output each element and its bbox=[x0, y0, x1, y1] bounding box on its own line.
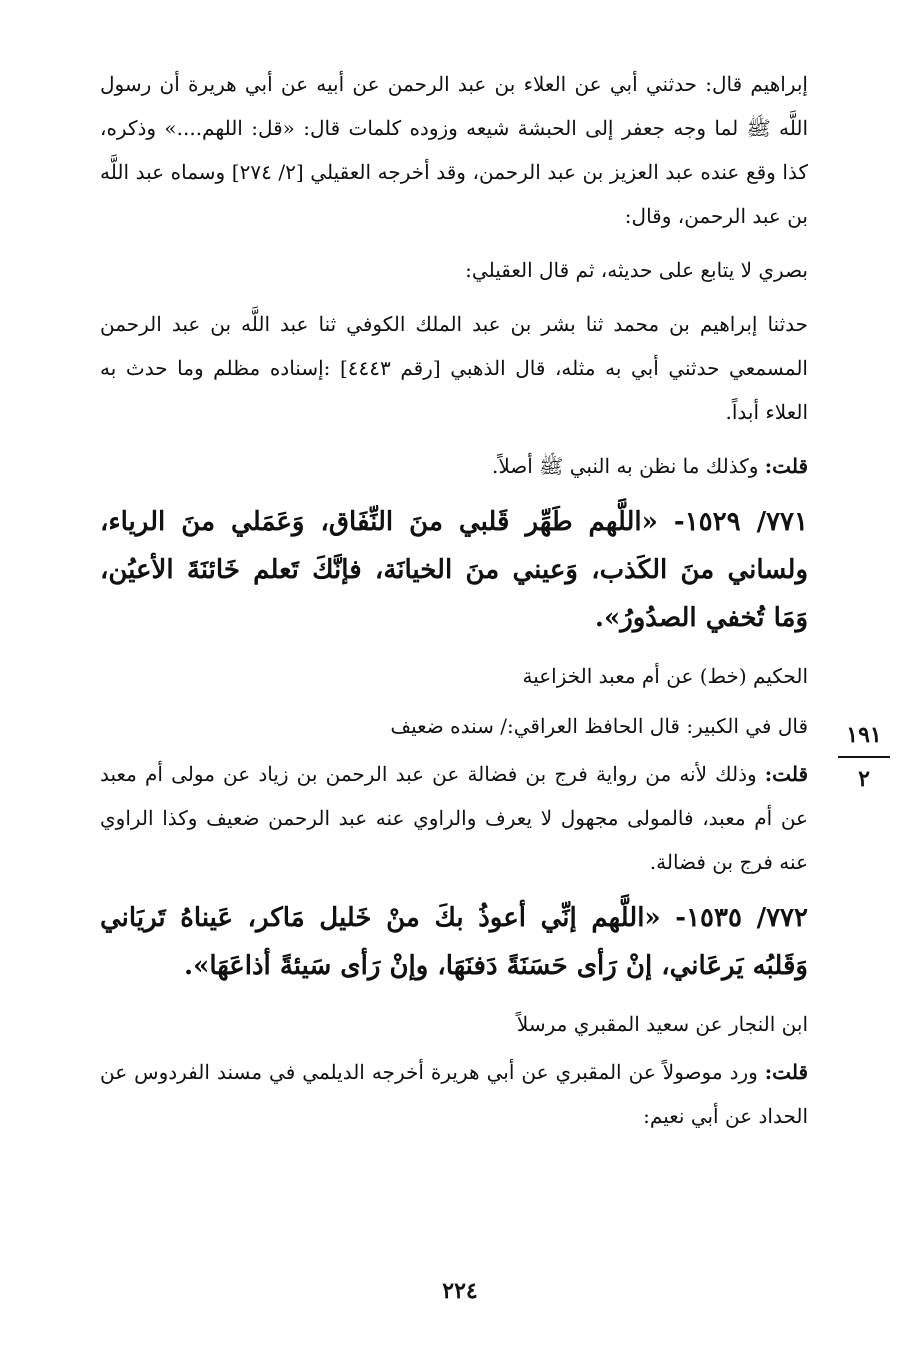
paragraph-11-text: ورد موصولاً عن المقبري عن أبي هريرة أخرجه الديلمي في مسند الفردوس عن الحداد عن أبي نعيم: bbox=[100, 1060, 808, 1128]
hadith-772: ٧٧٢/ ١٥٣٥- «اللَّهم إنِّي أعوذُ بكَ منْ خَليل مَاكر، عَيناهُ تَريَاني وَقَلبُه يَرعَاني، إنْ رَأى حَسَنَةً دَفنَهَا، وإنْ رَأى سَيئةً أذاعَهَا». bbox=[100, 903, 808, 981]
margin-reference-part: ٢ bbox=[858, 766, 870, 792]
paragraph-4-text: وكذلك ما نظن به النبي ﷺ أصلاً. bbox=[491, 454, 765, 478]
paragraph-2: بصري لا يتابع على حديثه، ثم قال العقيلي: bbox=[465, 258, 808, 282]
hadith-771-grading: قال في الكبير: قال الحافظ العراقي:/ سنده ضعيف bbox=[390, 714, 808, 738]
page-number: ٢٢٤ bbox=[442, 1278, 478, 1304]
margin-reference bbox=[834, 720, 894, 794]
qultu-label: قلت: bbox=[764, 454, 808, 478]
paragraph-8-text: وذلك لأنه من رواية فرج بن فضالة عن عبد الرحمن بن زياد عن مولى أم معبد عن أم معبد، فالمولى مجهول لا يعرف والراوي عنه عبد الرحمن ضعيف وكذا الراوي عنه فرج بن فضالة. bbox=[100, 762, 808, 874]
hadith-771-source: الحكيم (خط) عن أم معبد الخزاعية bbox=[522, 664, 808, 688]
paragraph-1: إبراهيم قال: حدثني أبي عن العلاء بن عبد الرحمن عن أبيه عن أبي هريرة أن رسول اللَّه ﷺ لما وجه جعفر إلى الحبشة شيعه وزوده كلمات قال: «قل: اللهم....» وذكره، كذا وقع عنده عبد العزيز بن عبد الرحمن، وقد أخرجه العقيلي [٢/ ٢٧٤] وسماه عبد اللَّه بن عبد الرحمن، وقال: bbox=[100, 72, 808, 228]
qultu-label: قلت: bbox=[764, 762, 808, 786]
page-body bbox=[100, 62, 808, 1148]
margin-reference-divider bbox=[838, 756, 890, 758]
margin-reference-volume-page: ١٩١ bbox=[846, 722, 882, 748]
paragraph-3: حدثنا إبراهيم بن محمد ثنا بشر بن عبد الملك الكوفي ثنا عبد اللَّه بن عبد الرحمن المسمعي حدثني أبي به مثله، قال الذهبي [رقم ٤٤٤٣] :إسناده مظلم وما حدث به العلاء أبداً. bbox=[100, 312, 808, 424]
qultu-label: قلت: bbox=[764, 1060, 808, 1084]
hadith-772-source: ابن النجار عن سعيد المقبري مرسلاً bbox=[516, 1012, 808, 1036]
hadith-771: ٧٧١/ ١٥٢٩- «اللَّهم طَهِّر قَلبي منَ النِّفَاق، وَعَمَلي منَ الرياء، ولساني منَ الكَذب، وَعيني منَ الخيانَة، فإنَّكَ تَعلم خَائنَةَ الأعيُن، وَمَا تُخفي الصدُورُ». bbox=[100, 507, 808, 633]
paragraph-4 bbox=[100, 444, 808, 488]
paragraph-11 bbox=[100, 1050, 808, 1138]
paragraph-8 bbox=[100, 752, 808, 884]
